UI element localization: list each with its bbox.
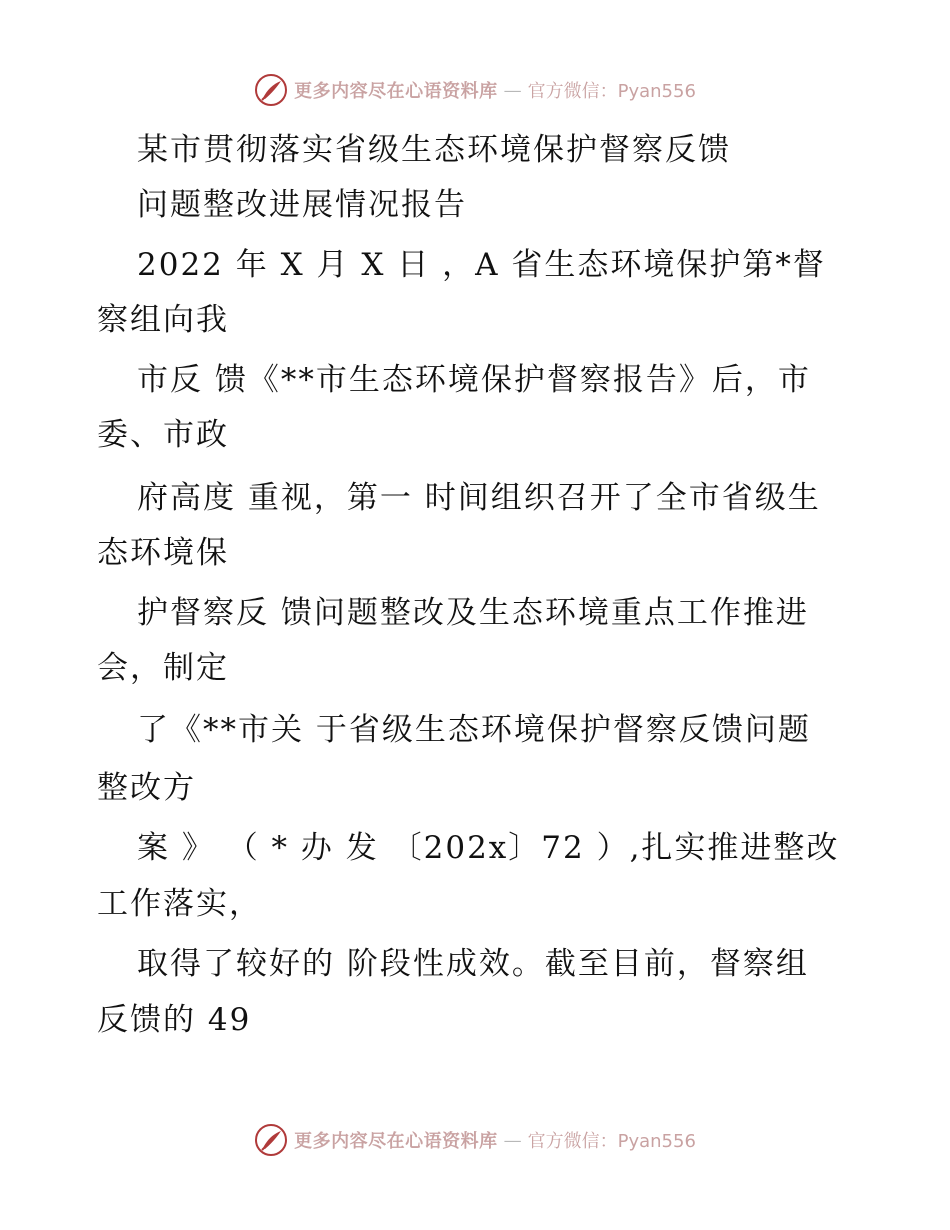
paragraph-line: 工作落实，: [97, 886, 262, 922]
paragraph-line: 府高度 重视，第一 时间组织召开了全市省级生: [137, 480, 821, 516]
document-title-line-2: 问题整改进展情况报告: [137, 187, 467, 223]
paragraph-line: 态环境保: [97, 535, 229, 571]
banner-dash: —: [503, 1129, 522, 1151]
paragraph-line: 察组向我: [97, 302, 229, 338]
quill-logo-icon: [254, 1123, 288, 1157]
paragraph-line: 2022 年 X 月 X 日 ，A 省生态环境保护第*督: [137, 247, 826, 283]
paragraph-line: 案 》 （ * 办 发 〔202x〕72 ）,扎实推进整改: [137, 830, 840, 866]
header-banner: [0, 70, 950, 110]
paragraph-line: 护督察反 馈问题整改及生态环境重点工作推进: [137, 595, 809, 631]
banner-site-name: 更多内容尽在心语资料库: [294, 1131, 498, 1152]
paragraph-line: 整改方: [97, 770, 196, 806]
banner-contact: 官方微信：Pyan556: [527, 1131, 696, 1152]
paragraph-line: 委、市政: [97, 417, 229, 453]
paragraph-line: 了《**市关 于省级生态环境保护督察反馈问题: [137, 712, 811, 748]
document-title-line-1: 某市贯彻落实省级生态环境保护督察反馈: [137, 132, 731, 168]
paragraph-line: 市反 馈《**市生态环境保护督察报告》后，市: [137, 362, 811, 398]
banner-contact: 官方微信：Pyan556: [527, 81, 696, 102]
paragraph-line: 会，制定: [97, 650, 229, 686]
banner-dash: —: [503, 79, 522, 101]
footer-banner: [0, 1120, 950, 1160]
paragraph-line: 反馈的 49: [97, 1002, 252, 1038]
banner-site-name: 更多内容尽在心语资料库: [294, 81, 498, 102]
quill-logo-icon: [254, 73, 288, 107]
paragraph-line: 取得了较好的 阶段性成效。截至目前，督察组: [137, 946, 809, 982]
